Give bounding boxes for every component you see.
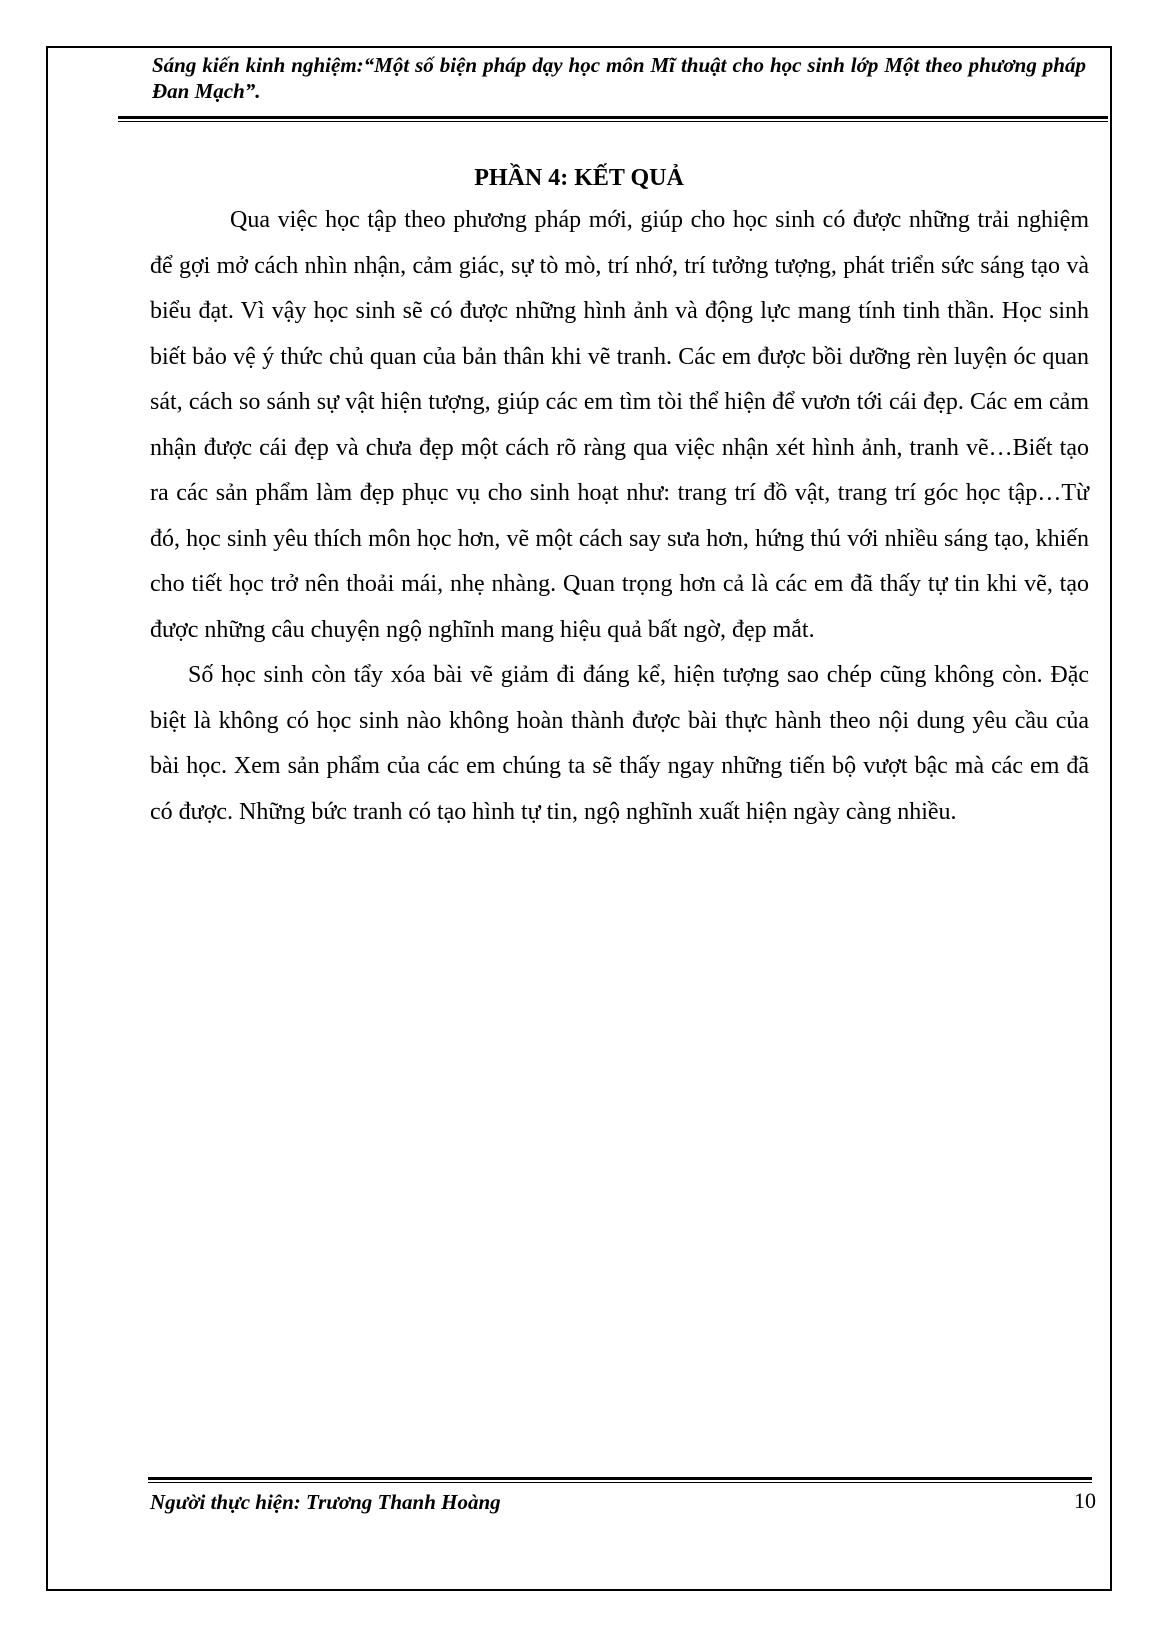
page-header: Sáng kiến kinh nghiệm:“Một số biện pháp dạy học môn Mĩ thuật cho học sinh lớp Một theo phương pháp Đan Mạch”. bbox=[152, 53, 1086, 103]
section-title: PHẦN 4: KẾT QUẢ bbox=[474, 165, 684, 191]
header-rule-thick bbox=[118, 116, 1108, 119]
footer-rule-thin bbox=[148, 1482, 1092, 1483]
header-rule-thin bbox=[118, 121, 1108, 122]
paragraph-2: Số học sinh còn tẩy xóa bài vẽ giảm đi đáng kể, hiện tượng sao chép cũng không còn. Đặc biệt là không có học sinh nào không hoàn thành được bài thực hành theo nội dung yêu cầu của bài học. Xem sản phẩm của các em chúng ta sẽ thấy ngay những tiến bộ vượt bậc mà các em đã có được. Những bức tranh có tạo hình tự tin, ngộ nghĩnh xuất hiện ngày càng nhiều. bbox=[150, 662, 1089, 825]
page-number: 10 bbox=[1074, 1488, 1096, 1513]
footer-author: Người thực hiện: Trương Thanh Hoàng bbox=[150, 1490, 501, 1514]
body-text bbox=[150, 198, 1089, 835]
footer-rule-thick bbox=[148, 1477, 1092, 1480]
paragraph-1: Qua việc học tập theo phương pháp mới, giúp cho học sinh có được những trải nghiệm để gợi mở cách nhìn nhận, cảm giác, sự tò mò, trí nhớ, trí tưởng tượng, phát triển sức sáng tạo và biểu đạt. Vì vậy học sinh sẽ có được những hình ảnh và động lực mang tính tinh thần. Học sinh biết bảo vệ ý thức chủ quan của bản thân khi vẽ tranh. Các em được bồi dưỡng rèn luyện óc quan sát, cách so sánh sự vật hiện tượng, giúp các em tìm tòi thể hiện để vươn tới cái đẹp. Các em cảm nhận được cái đẹp và chưa đẹp một cách rõ ràng qua việc nhận xét hình ảnh, tranh vẽ…Biết tạo ra các sản phẩm làm đẹp phục vụ cho sinh hoạt như: trang trí đồ vật, trang trí góc học tập…Từ đó, học sinh yêu thích môn học hơn, vẽ một cách say sưa hơn, hứng thú với nhiều sáng tạo, khiến cho tiết học trở nên thoải mái, nhẹ nhàng. Quan trọng hơn cả là các em đã thấy tự tin khi vẽ, tạo được những câu chuyện ngộ nghĩnh mang hiệu quả bất ngờ, đẹp mắt. bbox=[150, 207, 1089, 643]
